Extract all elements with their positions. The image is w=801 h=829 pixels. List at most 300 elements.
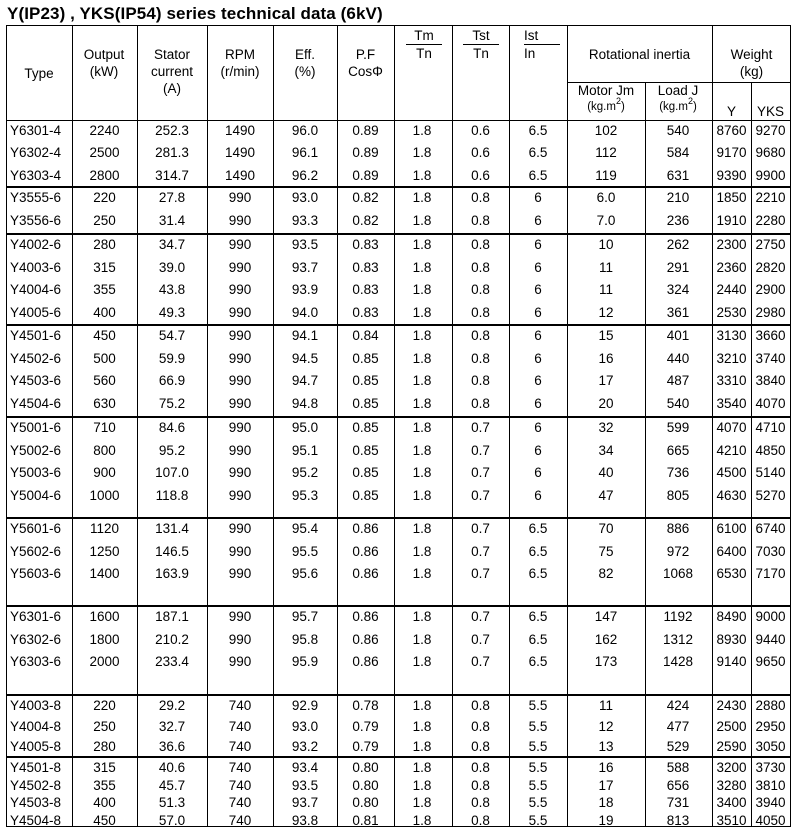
cell-rpm: 740 [228, 760, 252, 775]
header-rpm: RPM (r/min) [220, 47, 260, 79]
column-divider [394, 25, 395, 827]
cell-motor-jm: 7.0 [596, 212, 616, 228]
cell-rpm: 990 [228, 488, 252, 504]
table-border-left [6, 25, 7, 827]
cell-load-j: 588 [666, 760, 690, 775]
cell-power-factor: 0.80 [352, 760, 379, 775]
column-divider [567, 25, 568, 827]
cell-tm-tn: 1.8 [412, 259, 432, 275]
cell-weight-yks: 9270 [755, 123, 786, 138]
cell-stator-current: 84.6 [158, 420, 186, 435]
cell-motor-jm: 47 [598, 488, 614, 504]
cell-tst-tn: 0.7 [471, 465, 490, 481]
cell-tst-tn: 0.8 [471, 795, 490, 810]
cell-rpm: 740 [228, 718, 252, 734]
cell-motor-jm: 40 [598, 465, 614, 481]
cell-load-j: 599 [666, 420, 690, 435]
cell-rpm: 990 [228, 465, 252, 481]
cell-weight-yks: 2980 [755, 305, 786, 321]
cell-weight-y: 4210 [716, 442, 747, 458]
cell-motor-jm: 6.0 [596, 190, 616, 205]
header-type: Type [24, 66, 54, 81]
cell-ist-in: 6 [534, 420, 542, 435]
cell-ist-in: 6.5 [528, 566, 548, 582]
cell-ist-in: 6.5 [528, 521, 548, 536]
cell-weight-y: 3200 [716, 760, 747, 775]
cell-load-j: 736 [666, 465, 690, 481]
cell-power-factor: 0.85 [352, 442, 379, 458]
cell-type: Y5602-6 [10, 543, 62, 559]
header-motor-jm: Motor Jm $(kg.m^2)$ [577, 83, 635, 113]
cell-type: Y5603-6 [10, 566, 62, 582]
cell-weight-yks: 4850 [755, 442, 786, 458]
cell-stator-current: 131.4 [155, 521, 189, 536]
cell-weight-y: 4630 [716, 488, 747, 504]
cell-stator-current: 34.7 [158, 237, 186, 252]
cell-stator-current: 57.0 [158, 812, 186, 828]
cell-weight-y: 3130 [716, 328, 747, 343]
cell-power-factor: 0.86 [352, 543, 379, 559]
cell-tm-tn: 1.8 [412, 190, 432, 205]
table-border-top [6, 25, 791, 26]
cell-power-factor: 0.85 [352, 488, 379, 504]
cell-load-j: 540 [666, 123, 690, 138]
cell-efficiency: 93.0 [291, 190, 319, 205]
cell-efficiency: 93.4 [291, 760, 319, 775]
cell-weight-y: 2440 [716, 282, 747, 298]
cell-weight-yks: 2900 [755, 282, 786, 298]
column-divider [137, 25, 138, 827]
cell-load-j: 1428 [662, 654, 694, 670]
cell-weight-y: 3510 [716, 812, 747, 828]
cell-power-factor: 0.86 [352, 566, 379, 582]
cell-weight-y: 3210 [716, 350, 747, 366]
group-separator [6, 120, 791, 121]
cell-rpm: 990 [228, 609, 252, 624]
cell-tm-tn: 1.8 [412, 654, 432, 670]
cell-ist-in: 5.5 [528, 760, 548, 775]
cell-tst-tn: 0.7 [471, 543, 490, 559]
cell-load-j: 361 [666, 305, 690, 321]
cell-tst-tn: 0.8 [471, 237, 490, 252]
cell-ist-in: 6.5 [528, 123, 548, 138]
cell-weight-y: 9140 [716, 654, 747, 670]
cell-ist-in: 6.5 [528, 631, 548, 647]
cell-weight-y: 2360 [716, 259, 747, 275]
cell-ist-in: 5.5 [528, 795, 548, 810]
cell-output: 1600 [89, 609, 120, 624]
cell-tst-tn: 0.8 [471, 350, 490, 366]
cell-output: 355 [93, 282, 116, 298]
cell-type: Y4005-6 [10, 305, 62, 321]
group-separator [6, 233, 791, 235]
cell-ist-in: 6 [534, 190, 542, 205]
cell-rpm: 990 [228, 396, 252, 412]
cell-power-factor: 0.83 [352, 282, 379, 298]
cell-rpm: 990 [228, 237, 252, 252]
cell-ist-in: 6 [534, 396, 542, 412]
cell-motor-jm: 11 [598, 259, 613, 275]
cell-type: Y4502-8 [10, 777, 62, 793]
cell-output: 1800 [89, 631, 120, 647]
cell-power-factor: 0.78 [352, 698, 379, 713]
cell-type: Y4005-8 [10, 739, 62, 755]
column-divider [645, 82, 646, 827]
header-inertia-divider [567, 82, 791, 83]
cell-efficiency: 93.3 [291, 212, 319, 228]
cell-motor-jm: 11 [598, 698, 613, 713]
cell-motor-jm: 17 [598, 373, 614, 389]
cell-efficiency: 94.0 [291, 305, 319, 321]
cell-ist-in: 5.5 [528, 739, 548, 755]
cell-load-j: 540 [666, 396, 690, 412]
cell-weight-yks: 3740 [755, 350, 786, 366]
cell-output: 355 [93, 777, 116, 793]
cell-weight-y: 3540 [716, 396, 747, 412]
cell-efficiency: 95.7 [291, 609, 319, 624]
cell-weight-y: 3280 [716, 777, 747, 793]
cell-tst-tn: 0.6 [471, 123, 490, 138]
cell-motor-jm: 10 [598, 237, 614, 252]
cell-weight-yks: 2880 [755, 698, 786, 713]
cell-tst-tn: 0.7 [471, 488, 490, 504]
cell-tm-tn: 1.8 [412, 739, 432, 755]
cell-tm-tn: 1.8 [412, 698, 432, 713]
cell-output: 280 [93, 739, 116, 755]
cell-output: 250 [93, 212, 116, 228]
cell-tm-tn: 1.8 [412, 420, 432, 435]
cell-weight-yks: 9000 [755, 609, 786, 624]
cell-output: 450 [93, 812, 116, 828]
cell-weight-yks: 7170 [755, 566, 786, 582]
column-divider [337, 25, 338, 827]
cell-rpm: 1490 [224, 167, 256, 183]
cell-type: Y3556-6 [10, 212, 62, 228]
cell-efficiency: 93.7 [291, 259, 319, 275]
cell-weight-yks: 3730 [755, 760, 786, 775]
cell-rpm: 1490 [224, 123, 256, 138]
cell-output: 315 [93, 760, 116, 775]
cell-weight-yks: 3940 [755, 795, 786, 810]
cell-efficiency: 94.1 [291, 328, 319, 343]
group-separator [6, 756, 791, 758]
cell-weight-y: 8760 [716, 123, 747, 138]
cell-ist-in: 6.5 [528, 654, 548, 670]
cell-power-factor: 0.83 [352, 305, 379, 321]
cell-stator-current: 146.5 [155, 543, 189, 559]
cell-weight-yks: 7030 [755, 543, 786, 559]
cell-load-j: 291 [666, 259, 690, 275]
group-separator [6, 416, 791, 418]
cell-tm-tn: 1.8 [412, 812, 432, 828]
cell-efficiency: 95.4 [291, 521, 319, 536]
cell-tm-tn: 1.8 [412, 442, 432, 458]
cell-weight-yks: 2750 [755, 237, 786, 252]
cell-weight-y: 6100 [716, 521, 747, 536]
cell-weight-yks: 5140 [755, 465, 786, 481]
cell-type: Y6301-4 [10, 123, 62, 138]
cell-ist-in: 6 [534, 259, 542, 275]
cell-motor-jm: 147 [594, 609, 618, 624]
cell-ist-in: 6 [534, 212, 542, 228]
cell-stator-current: 118.8 [155, 488, 189, 504]
cell-rpm: 990 [228, 305, 252, 321]
header-ist-in: Ist In [524, 28, 560, 61]
cell-stator-current: 43.8 [158, 282, 186, 298]
cell-motor-jm: 19 [598, 812, 614, 828]
cell-tst-tn: 0.7 [471, 521, 490, 536]
cell-weight-yks: 2210 [755, 190, 786, 205]
cell-output: 630 [93, 396, 116, 412]
cell-weight-y: 2530 [716, 305, 747, 321]
cell-efficiency: 95.2 [291, 465, 319, 481]
cell-ist-in: 6 [534, 350, 542, 366]
cell-stator-current: 163.9 [155, 566, 189, 582]
cell-efficiency: 95.8 [291, 631, 319, 647]
column-divider [273, 25, 274, 827]
cell-tm-tn: 1.8 [412, 282, 432, 298]
cell-rpm: 990 [228, 654, 252, 670]
cell-stator-current: 40.6 [158, 760, 186, 775]
cell-tm-tn: 1.8 [412, 465, 432, 481]
group-separator [6, 186, 791, 188]
cell-motor-jm: 173 [594, 654, 618, 670]
cell-efficiency: 94.5 [291, 350, 319, 366]
cell-stator-current: 51.3 [158, 795, 186, 810]
cell-ist-in: 5.5 [528, 777, 548, 793]
cell-efficiency: 93.5 [291, 777, 319, 793]
cell-motor-jm: 16 [598, 760, 614, 775]
cell-weight-yks: 4050 [755, 812, 786, 828]
cell-rpm: 1490 [224, 145, 256, 161]
cell-weight-y: 9170 [716, 145, 747, 161]
cell-motor-jm: 13 [598, 739, 614, 755]
cell-efficiency: 96.1 [291, 145, 319, 161]
cell-type: Y4003-8 [10, 698, 62, 713]
cell-output: 315 [93, 259, 116, 275]
cell-load-j: 236 [666, 212, 690, 228]
cell-type: Y6301-6 [10, 609, 62, 624]
cell-tst-tn: 0.8 [471, 812, 490, 828]
group-separator [6, 694, 791, 696]
cell-weight-y: 4070 [716, 420, 747, 435]
cell-rpm: 990 [228, 328, 252, 343]
cell-rpm: 740 [228, 795, 252, 810]
cell-load-j: 584 [666, 145, 690, 161]
cell-tm-tn: 1.8 [412, 609, 432, 624]
cell-stator-current: 29.2 [158, 698, 186, 713]
cell-output: 220 [93, 190, 116, 205]
cell-output: 280 [93, 237, 116, 252]
header-weight-y: Y [726, 104, 736, 119]
cell-power-factor: 0.81 [352, 812, 379, 828]
cell-power-factor: 0.89 [352, 167, 379, 183]
cell-output: 220 [93, 698, 116, 713]
cell-output: 400 [93, 795, 116, 810]
cell-output: 1000 [89, 488, 120, 504]
cell-rpm: 990 [228, 259, 252, 275]
cell-weight-yks: 2280 [755, 212, 786, 228]
cell-load-j: 731 [666, 795, 690, 810]
cell-weight-yks: 3050 [755, 739, 786, 755]
cell-weight-y: 8930 [716, 631, 747, 647]
cell-type: Y4501-8 [10, 760, 62, 775]
cell-motor-jm: 15 [598, 328, 614, 343]
cell-tst-tn: 0.7 [471, 420, 490, 435]
cell-ist-in: 5.5 [528, 812, 548, 828]
cell-rpm: 990 [228, 442, 252, 458]
cell-rpm: 740 [228, 777, 252, 793]
cell-load-j: 656 [666, 777, 690, 793]
cell-motor-jm: 32 [598, 420, 614, 435]
cell-stator-current: 27.8 [158, 190, 186, 205]
cell-ist-in: 6 [534, 373, 542, 389]
cell-load-j: 805 [666, 488, 690, 504]
cell-tst-tn: 0.7 [471, 566, 490, 582]
cell-stator-current: 95.2 [158, 442, 186, 458]
cell-tm-tn: 1.8 [412, 718, 432, 734]
header-output: Output (kW) [83, 47, 125, 79]
cell-tst-tn: 0.8 [471, 328, 490, 343]
cell-tst-tn: 0.8 [471, 777, 490, 793]
cell-weight-y: 6530 [716, 566, 747, 582]
cell-tm-tn: 1.8 [412, 566, 432, 582]
cell-power-factor: 0.82 [352, 212, 379, 228]
cell-motor-jm: 75 [598, 543, 614, 559]
cell-rpm: 990 [228, 543, 252, 559]
cell-power-factor: 0.89 [352, 123, 379, 138]
cell-stator-current: 252.3 [155, 123, 189, 138]
header-tst-tn: Tst Tn [463, 28, 499, 61]
cell-efficiency: 95.3 [291, 488, 319, 504]
cell-efficiency: 93.8 [291, 812, 319, 828]
cell-power-factor: 0.85 [352, 373, 379, 389]
cell-weight-yks: 2950 [755, 718, 786, 734]
cell-weight-yks: 2820 [755, 259, 786, 275]
cell-tm-tn: 1.8 [412, 305, 432, 321]
cell-ist-in: 6 [534, 237, 542, 252]
cell-type: Y6303-4 [10, 167, 62, 183]
cell-tm-tn: 1.8 [412, 145, 432, 161]
cell-load-j: 262 [666, 237, 690, 252]
cell-tm-tn: 1.8 [412, 777, 432, 793]
cell-load-j: 665 [666, 442, 690, 458]
cell-load-j: 477 [666, 718, 690, 734]
cell-load-j: 487 [666, 373, 690, 389]
cell-rpm: 990 [228, 566, 252, 582]
cell-load-j: 972 [666, 543, 690, 559]
cell-load-j: 401 [666, 328, 690, 343]
cell-tst-tn: 0.6 [471, 145, 490, 161]
cell-motor-jm: 11 [598, 282, 613, 298]
cell-rpm: 990 [228, 190, 252, 205]
cell-stator-current: 233.4 [155, 654, 189, 670]
cell-efficiency: 95.6 [291, 566, 319, 582]
cell-rpm: 740 [228, 698, 252, 713]
column-divider [452, 25, 453, 827]
cell-weight-yks: 9650 [755, 654, 786, 670]
cell-rpm: 990 [228, 373, 252, 389]
cell-tst-tn: 0.8 [471, 739, 490, 755]
cell-output: 2800 [89, 167, 120, 183]
cell-weight-y: 4500 [716, 465, 747, 481]
cell-type: Y4503-8 [10, 795, 62, 810]
cell-weight-y: 1910 [716, 212, 747, 228]
cell-load-j: 440 [666, 350, 690, 366]
cell-load-j: 631 [666, 167, 690, 183]
cell-type: Y4501-6 [10, 328, 62, 343]
technical-data-table [6, 25, 797, 827]
cell-load-j: 1068 [662, 566, 694, 582]
cell-output: 250 [93, 718, 116, 734]
header-power-factor: P.F CosΦ [348, 47, 383, 79]
cell-output: 2240 [89, 123, 120, 138]
cell-tst-tn: 0.8 [471, 212, 490, 228]
cell-stator-current: 59.9 [158, 350, 186, 366]
cell-stator-current: 187.1 [155, 609, 189, 624]
cell-rpm: 740 [228, 812, 252, 828]
cell-motor-jm: 18 [598, 795, 614, 810]
cell-tst-tn: 0.8 [471, 718, 490, 734]
cell-type: Y6302-6 [10, 631, 62, 647]
table-border-bottom [6, 826, 791, 827]
cell-power-factor: 0.79 [352, 739, 379, 755]
header-weight: Weight (kg) [730, 47, 773, 79]
header-rotational-inertia: Rotational inertia [588, 47, 691, 62]
cell-weight-yks: 4070 [755, 396, 786, 412]
cell-load-j: 210 [666, 190, 690, 205]
cell-weight-yks: 9900 [755, 167, 786, 183]
group-separator [6, 605, 791, 607]
cell-tm-tn: 1.8 [412, 521, 432, 536]
cell-output: 560 [93, 373, 116, 389]
cell-output: 800 [93, 442, 116, 458]
cell-type: Y4003-6 [10, 259, 62, 275]
cell-tst-tn: 0.8 [471, 305, 490, 321]
column-divider [751, 82, 752, 827]
cell-efficiency: 94.7 [291, 373, 319, 389]
cell-ist-in: 6 [534, 282, 542, 298]
cell-stator-current: 39.0 [158, 259, 186, 275]
cell-power-factor: 0.84 [352, 328, 379, 343]
cell-type: Y5002-6 [10, 442, 62, 458]
cell-ist-in: 6 [534, 465, 542, 481]
cell-output: 400 [93, 305, 116, 321]
cell-weight-y: 1850 [716, 190, 747, 205]
cell-efficiency: 93.9 [291, 282, 319, 298]
cell-tm-tn: 1.8 [412, 373, 432, 389]
cell-efficiency: 93.2 [291, 739, 319, 755]
cell-motor-jm: 102 [594, 123, 618, 138]
cell-motor-jm: 112 [595, 145, 617, 161]
cell-weight-yks: 3660 [755, 328, 786, 343]
cell-weight-y: 2590 [716, 739, 747, 755]
cell-efficiency: 96.2 [291, 167, 319, 183]
cell-rpm: 990 [228, 282, 252, 298]
cell-output: 2500 [89, 145, 120, 161]
cell-stator-current: 31.4 [158, 212, 186, 228]
cell-type: Y4504-6 [10, 396, 62, 412]
cell-weight-yks: 9440 [755, 631, 786, 647]
group-separator [6, 517, 791, 519]
cell-output: 710 [93, 420, 116, 435]
cell-tm-tn: 1.8 [412, 237, 432, 252]
cell-power-factor: 0.79 [352, 718, 379, 734]
cell-ist-in: 6 [534, 305, 542, 321]
cell-power-factor: 0.86 [352, 609, 379, 624]
cell-ist-in: 6 [534, 488, 542, 504]
cell-motor-jm: 20 [598, 396, 614, 412]
